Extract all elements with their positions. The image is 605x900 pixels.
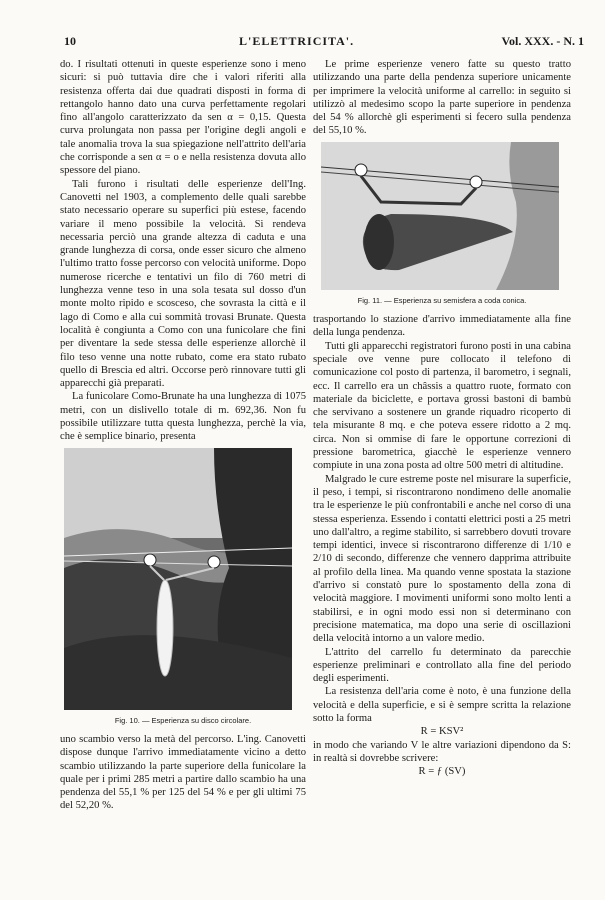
paragraph: Malgrado le cure estreme poste nel misurare la superficie, il peso, i tempi, si riscontrarono nondimeno delle anomalie tra le esperienze le più confrontabili e anche nel corso di una stessa esperienza. Essendo i contatti elettrici posti a 25 metri uno dall'altro, a regime stabilito, si sarrebbero dovuti trovare tempi identici, invece si riscontrarono differenze di 1/10 e 2/10 di secondo, differenze che vennero dapprima attribuite al profilo della linea. Ma quando venne spostata la stazione d'arrivo si constatò pure lo spostamento della zona di velocità maggiore. I movimenti uniformi sono molto lenti a stabilirsi, e in ogni modo essi non si determinano con precisione matematica, ma dopo una serie di oscillazioni della velocità intorno a un valore medio.: [313, 473, 571, 645]
paragraph: trasportando lo stazione d'arrivo immediatamente alla fine della lunga pendenza.: [313, 314, 571, 339]
paragraph: uno scambio verso la metà del percorso. L'ing. Canovetti dispose dunque l'arrivo immediatamente vicino a detto scambio utilizzando la parte superiore della funicolare la quale per i primi 285 metri a partire dallo scambio ha una pendenza del 55,1 % per 125 del 54 % e per gli ultimi 75 del 52,20 %.: [60, 733, 306, 812]
paragraph: Le prime esperienze venero fatte su questo tratto utilizzando una parte della pendenza superiore unicamente per imprimere la velocità uniforme al carrello: in seguito si utilizzò al medesimo scopo la parte superiore in pendenza del 54 % allorchè gli esperimenti si fecero sulla pendenza del 55,10 %.: [313, 59, 571, 137]
paragraph: do. I risultati ottenuti in queste esperienze sono i meno sicuri: si può tuttavia dire che i valori riferiti alla resistenza offerta dai due quadrati disposti in forma di rettangolo hanno dato una curva perfettamente regolari fino all'angolo caratterizzato da sen α = 0,15. Questa curva prolungata non passa per l'origine degli angoli e tale anomalia trova la sua spiegazione nell'attrito dell'aria che corrisponde a sen α = o e nella resistenza dovuta allo spessore del piano.: [60, 59, 306, 177]
paragraph: Tutti gli apparecchi registratori furono posti in una cabina speciale ove venne pure collocato il telefono di comunicazione col posto di partenza, il barometro, i segnali, ecc. Il carrello era un châssis a quattro ruote, formato con materiale da biciclette, e portava grossi bastoni di bambù che servivano a sostenere un grande riquadro ricoperto di tela misurante 8 mq. e che poteva essere ridotto a 2 mq. circa. Non si ommise di fare le opportune correzioni di pressione barometrica, giacchè le esperienze vennero compiute in una zona posta ad oltre 500 metri di altitudine.: [313, 340, 571, 472]
paragraph: Tali furono i risultati delle esperienze dell'Ing. Canovetti nel 1903, a complemento delle quali sarebbe stato necessario operare su superfici più estese, facendo variare il meno possibile la velocità. Si rendeva necessaria perciò una grande altezza di caduta e una grande lunghezza di corsa, onde esser sicuro che almeno l'ultimo tratto fosse percorso con velocità uniforme. Dopo numerose ricerche e tentativi un filo di 760 metri di lunghezza venne teso in una sola tesata sul dosso d'un monte molto ripido e scosceso, che sovrasta la città e il lago di Como e alla cui sommità trovasi Brunate. Questa località è congiunta a Como con una funicolare che fini per diventare la sede stessa delle esperienze allorchè il filo teso venne una notte rubato, come era stato rubato quello di Brescia ed altri. Occorse però rinnovare tutti gli apparecchi già preparati.: [60, 178, 306, 390]
journal-title: L'ELETTRICITA'.: [239, 34, 355, 48]
left-column: [60, 58, 306, 813]
paragraph: La resistenza dell'aria come è noto, è una funzione della velocità e della superficie, e si è sempre scritta la relazione sotto la forma: [313, 686, 571, 724]
volume-number: Vol. XXX. - N. 1: [501, 34, 584, 48]
formula: R = ƒ (SV): [418, 766, 466, 778]
right-column: [313, 58, 571, 778]
formula: R = KSV²: [420, 726, 464, 738]
hemisphere-experiment-photo: [321, 142, 559, 290]
figure-11: [313, 142, 571, 307]
paragraph: L'attrito del carrello fu determinato da parecchie esperienze preliminari e controllato alla fine del periodo degli esperimenti.: [313, 646, 571, 685]
figure-caption: Fig. 11. — Esperienza su semisfera a coda conica.: [357, 295, 527, 305]
paragraph: in modo che variando V le altre variazioni dipendono da S: in realtà si dovrebbe scrivere:: [313, 739, 571, 764]
paragraph: La funicolare Como-Brunate ha una lunghezza di 1075 metri, con un dislivello totale di m. 692,36. Non fu possibile utilizzare tutta questa lunghezza, perchè la via, che è semplice binario, presenta: [60, 391, 306, 443]
figure-10: [60, 448, 306, 727]
figure-caption: Fig. 10. — Esperienza su disco circolare.: [114, 715, 252, 725]
page-header: [64, 34, 584, 50]
page-number: 10: [64, 34, 76, 48]
disc-experiment-photo: [64, 448, 292, 710]
